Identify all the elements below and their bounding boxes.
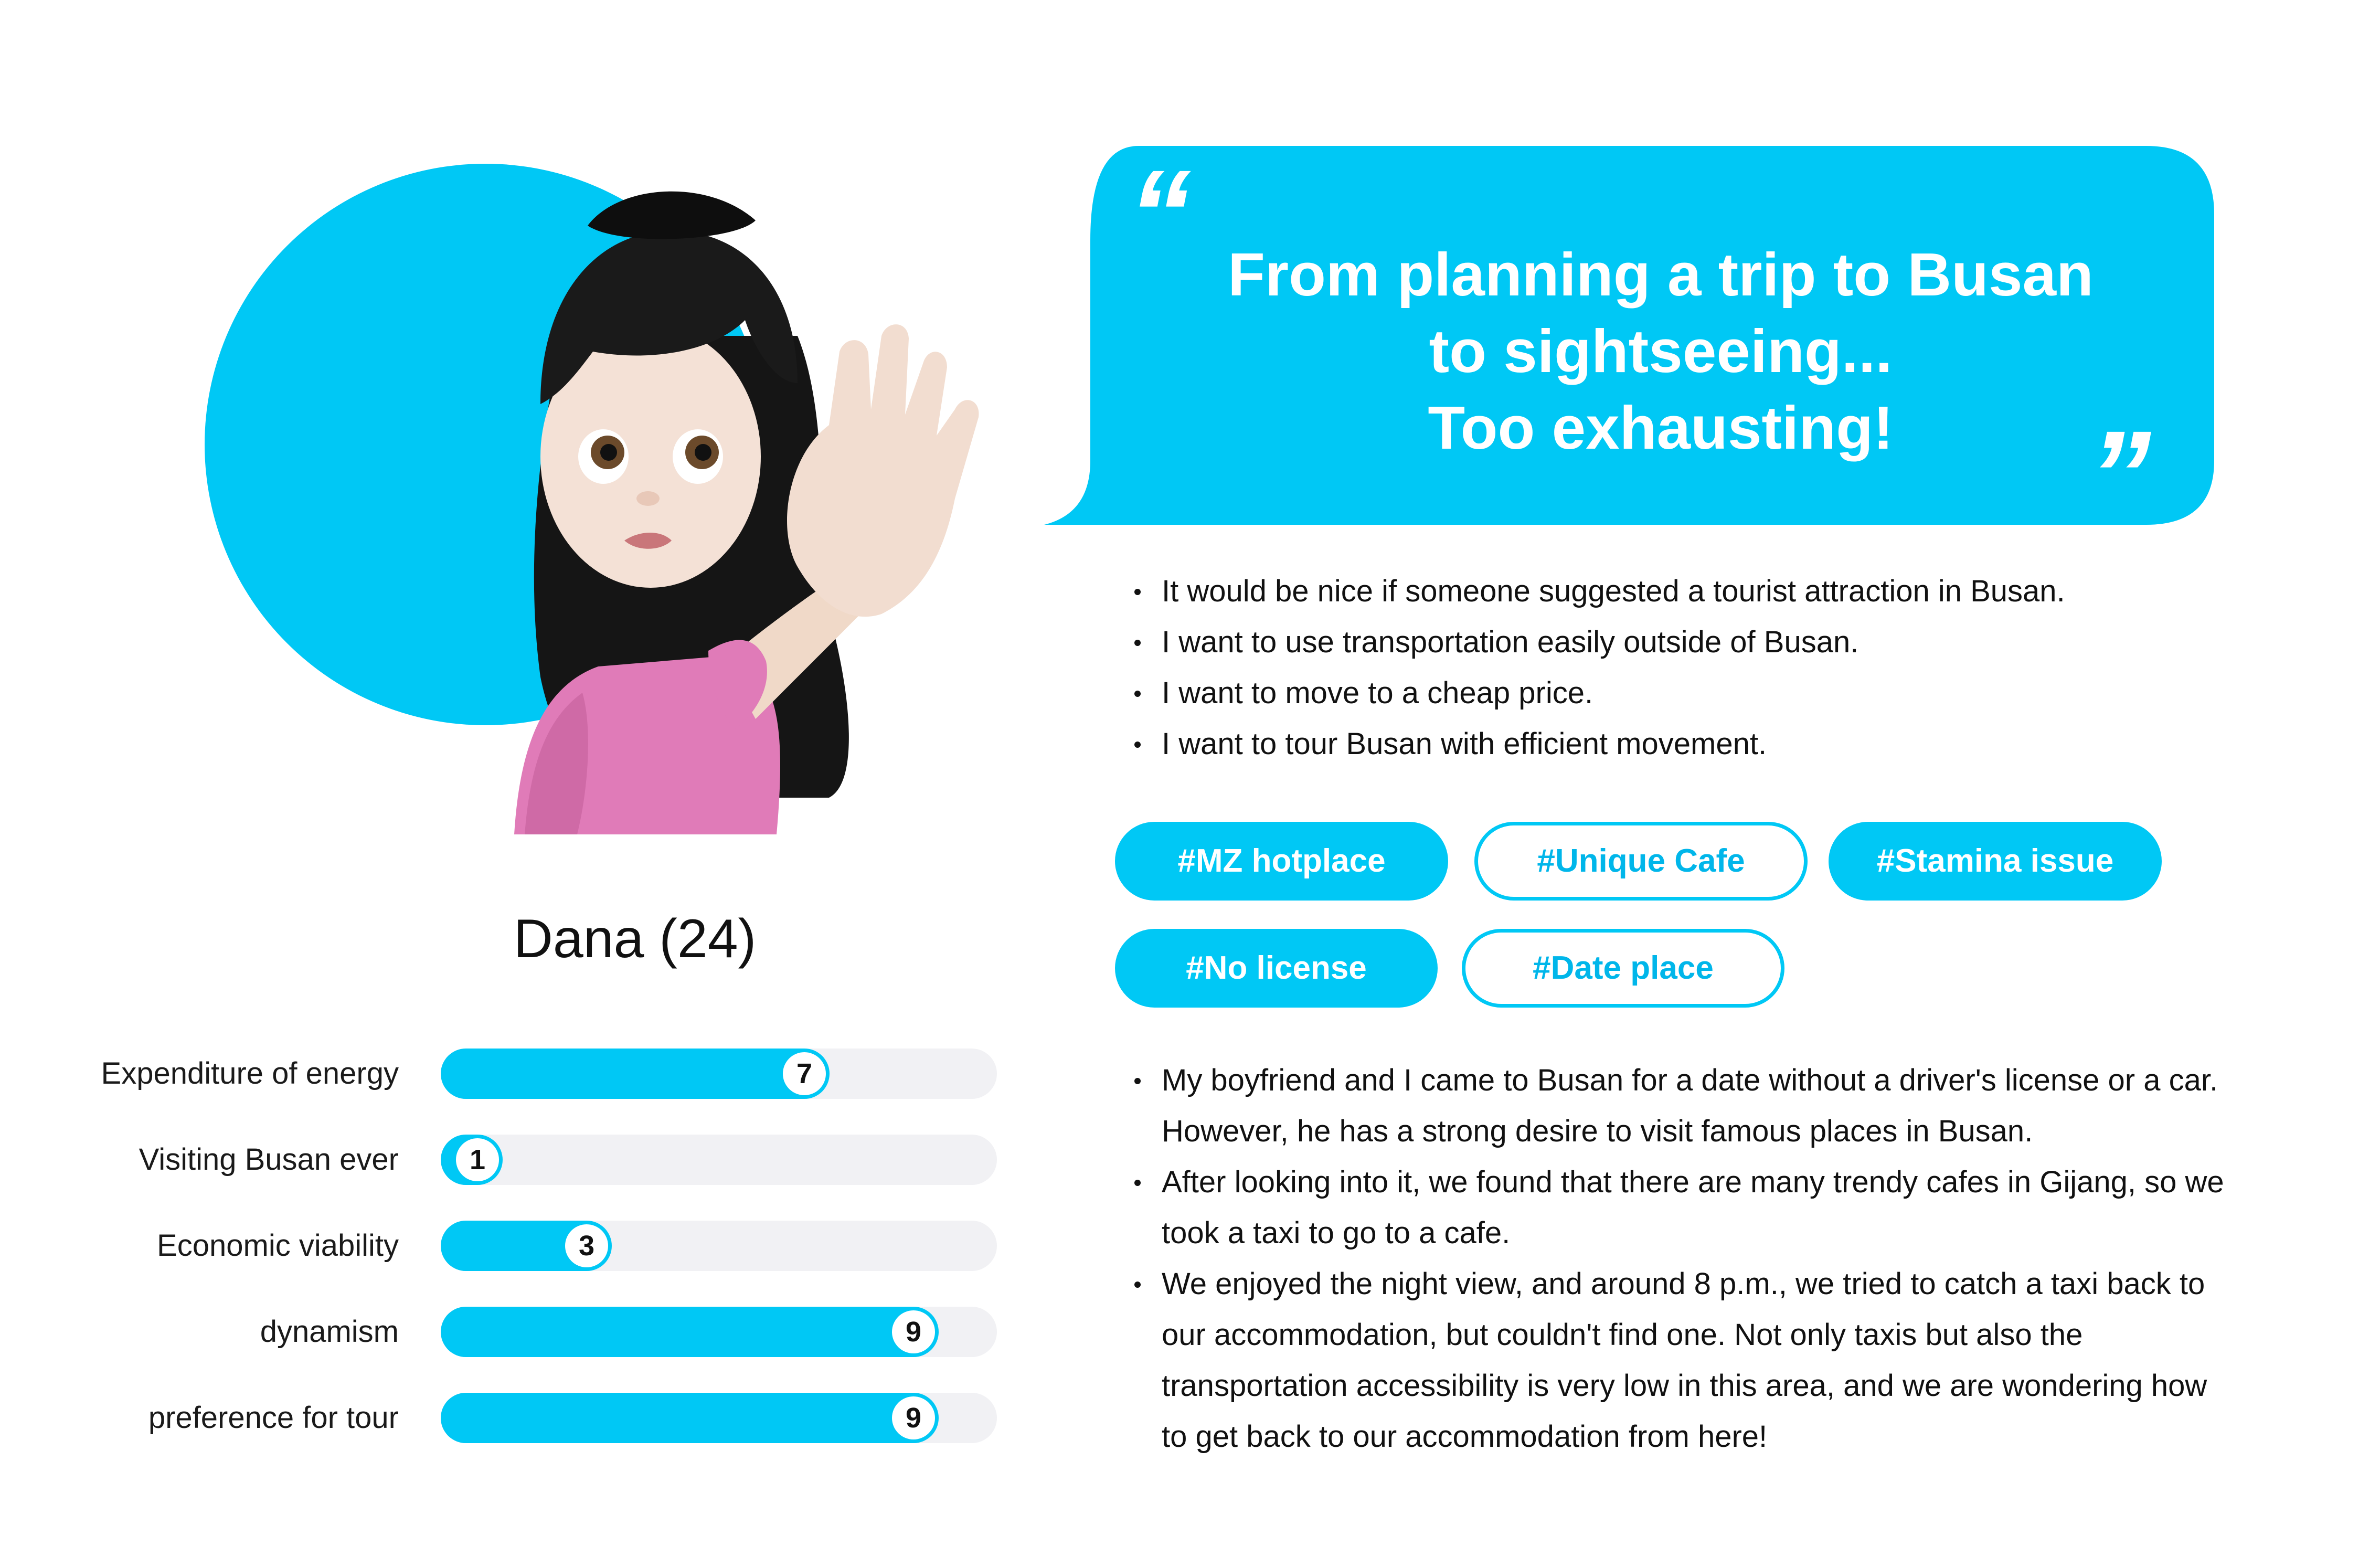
list-item: I want to move to a cheap price. <box>1128 668 2230 718</box>
tag-no-license[interactable]: #No license <box>1115 929 1438 1008</box>
stat-value-knob: 9 <box>892 1310 935 1353</box>
list-item: I want to use transportation easily outside of Busan. <box>1128 617 2230 668</box>
stat-label: dynamism <box>260 1315 399 1349</box>
stat-track <box>441 1135 997 1185</box>
stat-label: Visiting Busan ever <box>139 1142 399 1177</box>
stat-value-knob: 9 <box>892 1396 935 1439</box>
tag-mz-hotplace[interactable]: #MZ hotplace <box>1115 822 1448 901</box>
needs-list <box>1128 566 2230 769</box>
avatar <box>462 163 997 834</box>
stat-track <box>441 1307 997 1357</box>
stat-fill <box>441 1393 939 1443</box>
stat-label: Economic viability <box>157 1229 399 1263</box>
quote-close-mark: ” <box>2088 405 2151 545</box>
stat-value-knob: 1 <box>456 1138 499 1181</box>
stat-track <box>441 1049 997 1099</box>
quote-text <box>1128 236 2193 466</box>
stat-fill <box>441 1307 939 1357</box>
quote-line: From planning a trip to Busan <box>1228 240 2094 309</box>
stat-fill <box>441 1135 503 1185</box>
list-item: I want to tour Busan with efficient movement. <box>1128 718 2230 769</box>
list-item: We enjoyed the night view, and around 8 p.m., we tried to catch a taxi back to our accommodation, but couldn't find one. Not only taxis but also the transportation accessibility is very low in this area, and we are wondering how to get back to our accommodation from here! <box>1128 1258 2240 1462</box>
stat-value-knob: 7 <box>783 1052 826 1095</box>
story-list <box>1128 1055 2240 1462</box>
list-item: After looking into it, we found that there are many trendy cafes in Gijang, so we took a taxi to go to a cafe. <box>1128 1157 2240 1258</box>
quote-line: Too exhausting! <box>1428 394 1894 462</box>
list-item: It would be nice if someone suggested a tourist attraction in Busan. <box>1128 566 2230 617</box>
stat-label: Expenditure of energy <box>101 1056 399 1090</box>
persona-name: Dana (24) <box>513 908 757 969</box>
list-item: My boyfriend and I came to Busan for a date without a driver's license or a car. However, he has a strong desire to visit famous places in Busan. <box>1128 1055 2240 1157</box>
stat-track <box>441 1393 997 1443</box>
tag-date-place[interactable]: #Date place <box>1462 929 1784 1008</box>
tag-unique-cafe[interactable]: #Unique Cafe <box>1474 822 1808 901</box>
tag-stamina-issue[interactable]: #Stamina issue <box>1829 822 2162 901</box>
stat-fill <box>441 1049 830 1099</box>
stat-value-knob: 3 <box>565 1224 608 1267</box>
stat-label: preference for tour <box>148 1401 399 1435</box>
stat-track <box>441 1221 997 1271</box>
quote-line: to sightseeing... <box>1429 317 1893 385</box>
quote-open-mark: “ <box>1128 144 1191 284</box>
stat-fill <box>441 1221 612 1271</box>
